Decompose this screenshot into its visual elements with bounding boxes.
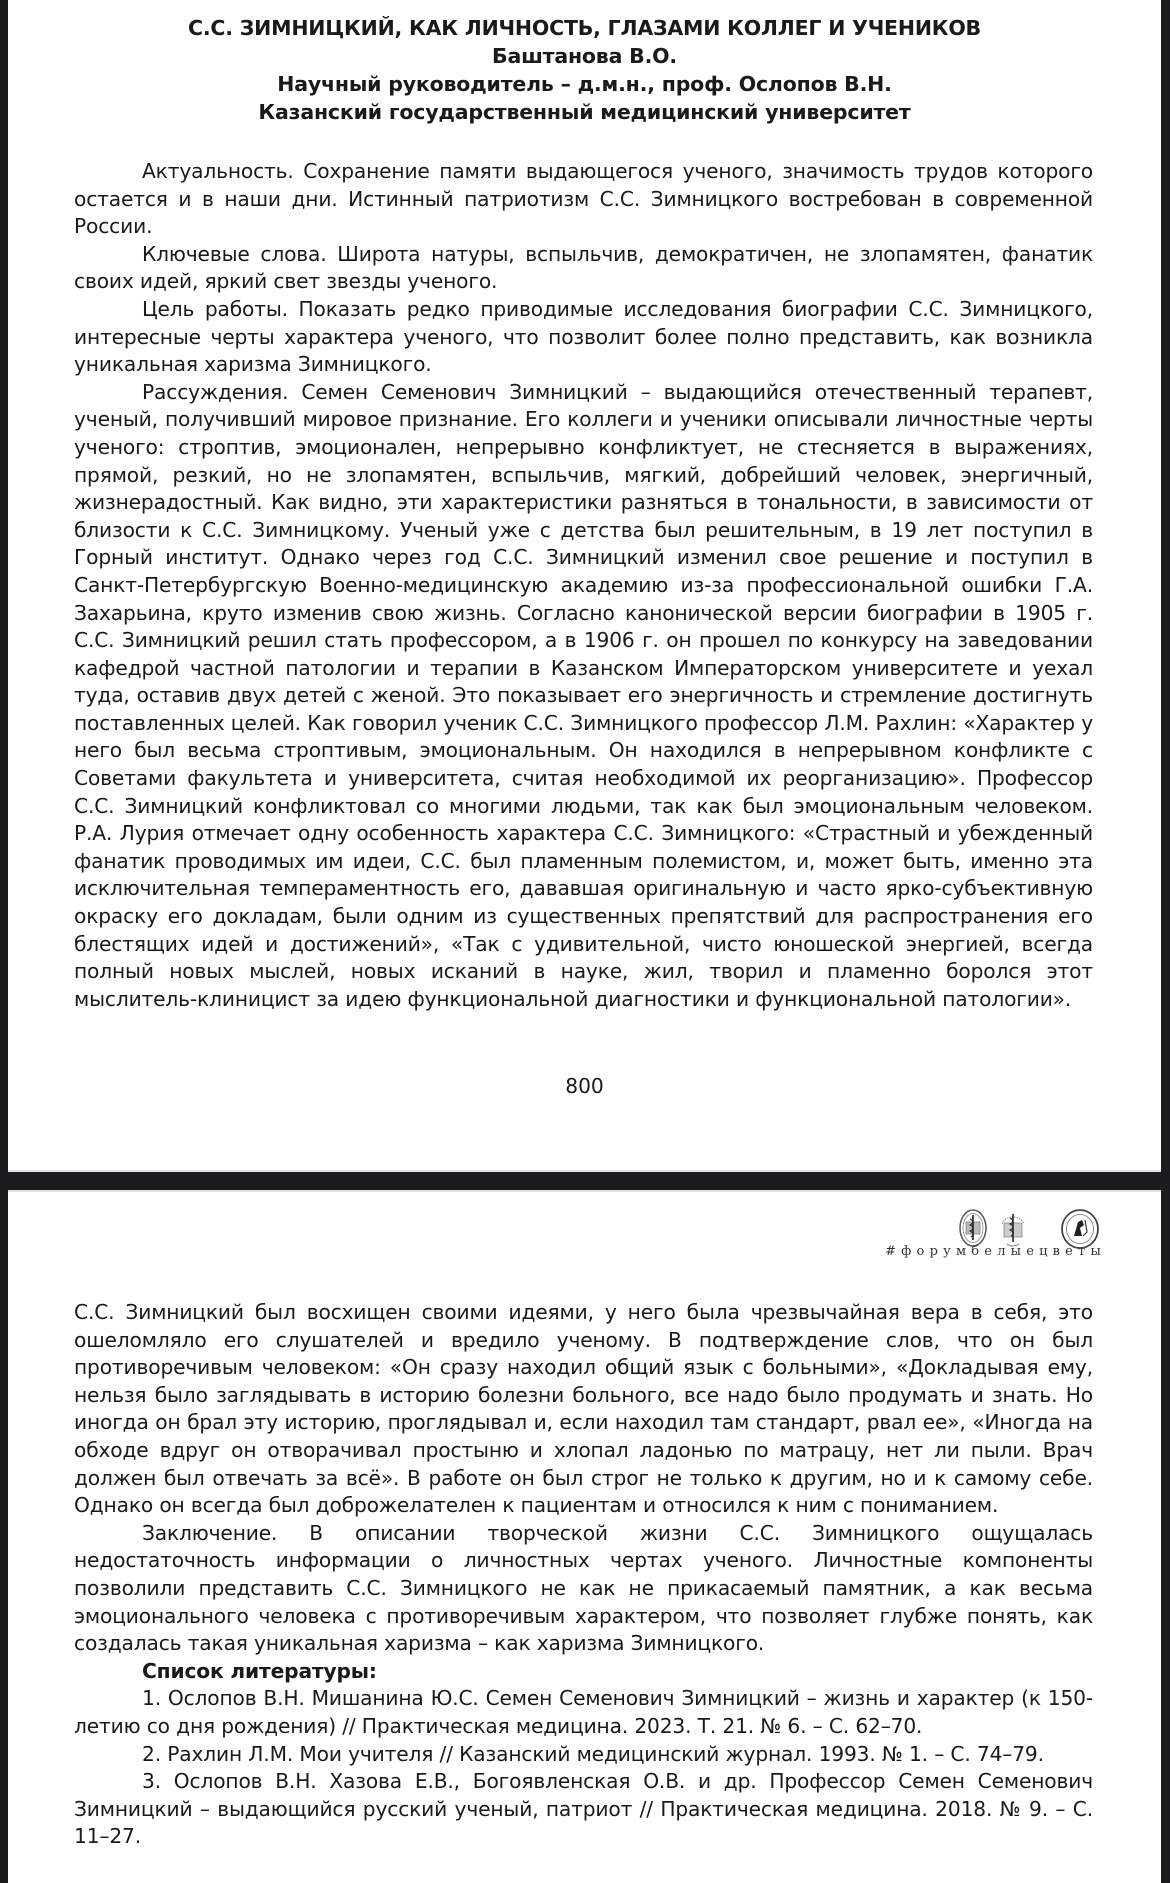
title-block	[8, 14, 1161, 126]
references-heading: Список литературы:	[142, 1658, 377, 1683]
paragraph-relevance: Актуальность. Сохранение памяти выдающегося ученого, значимость трудов которого остается и в наши дни. Истинный патриотизм С.С. Зимницкого востребован в современной России.	[74, 159, 1093, 239]
paragraph-discussion: Рассуждения. Семен Семенович Зимницкий – выдающийся отечественный терапевт, ученый, получивший мировое признание. Его коллеги и ученики описывали личностные черты ученого: строптив, эмоционален, непрерывно конфликтует, не стесняется в выражениях, прямой, резкий, но не злопамятен, вспыльчив, мягкий, добрейший человек, энергичный, жизнерадостный. Как видно, эти характеристики разняться в тональности, в зависимости от близости к С.С. Зимницкому. Ученый уже с детства был решительным, в 19 лет поступил в Горный институт. Однако через год С.С. Зимницкий изменил свое решение и поступил в Санкт-Петербургскую Военно-медицинскую академию из-за профессиональной ошибки Г.А. Захарьина, круто изменив свою жизнь. Согласно канонической версии биографии в 1905 г. С.С. Зимницкий решил стать профессором, а в 1906 г. он прошел по конкурсу на заведовании кафедрой частной патологии и терапии в Казанском Императорском университете и уехал туда, оставив двух детей с женой. Это показывает его энергичность и стремление достигнуть поставленных целей. Как говорил ученик С.С. Зимницкого профессор Л.М. Рахлин: «Характер у него был весьма строптивым, эмоциональным. Он находился в непрерывном конфликте с Советами факультета и университета, считая необходимой их реорганизацию». Профессор С.С. Зимницкий конфликтовал со многими людьми, так как был эмоциональным человеком. Р.А. Лурия отмечает одну особенность характера С.С. Зимницкого: «Страстный и убежденный фанатик проводимых им идеи, С.С. был пламенным полемистом, и, может быть, именно эта исключительная темпераментность его, дававшая оригинальную и часто ярко-субъективную окраску его докладам, были одним из существенных препятствий для распространения его блестящих идей и достижений», «Так с удивительной, чисто юношеской энергией, всегда полный новых мыслей, новых исканий в науке, жил, творил и пламенно боролся этот мыслитель-клиницист за идею функциональной диагностики и функциональной патологии».	[74, 379, 1093, 1011]
supervisor-line: Научный руководитель – д.м.н., проф. Ослопов В.Н.	[277, 72, 892, 96]
page-1-body	[74, 158, 1093, 1013]
paragraph-continuation: С.С. Зимницкий был восхищен своими идеями, у него была чрезвычайная вера в себя, это ошеломляло его слушателей и вредило ученому. В подтверждение слов, что он был противоречивым человеком: «Он сразу находил общий язык с больными», «Докладывая ему, нельзя было заглядывать в историю болезни больного, все надо было продумать и знать. Но иногда он брал эту историю, проглядывал и, если находил там стандарт, рвал ее», «Иногда на обходе вдруг он отворачивал простыню и хлопал ладонью по матрацу, нет ли пыли. Врач должен был отвечать за всё». В работе он был строг не только к другим, но и к самому себе. Однако он всегда был доброжелателен к пациентам и относился к ним с пониманием.	[74, 1300, 1093, 1518]
reference-item: 2. Рахлин Л.М. Мои учителя // Казанский медицинский журнал. 1993. № 1. – С. 74–79.	[142, 1741, 1044, 1766]
paragraph-keywords: Ключевые слова. Широта натуры, вспыльчив, демократичен, не злопамятен, фанатик своих идей, яркий свет звезды ученого.	[74, 241, 1093, 294]
article-title: С.С. ЗИМНИЦКИЙ, КАК ЛИЧНОСТЬ, ГЛАЗАМИ КОЛЛЕГ И УЧЕНИКОВ	[188, 16, 981, 40]
page-2-body	[74, 1299, 1093, 1851]
document-page-1	[8, 0, 1161, 1172]
affiliation-line: Казанский государственный медицинский университет	[258, 100, 911, 124]
reference-item: 1. Ослопов В.Н. Мишанина Ю.С. Семен Семенович Зимницкий – жизнь и характер (к 150-летию со дня рождения) // Практическая медицина. 2023. Т. 21. № 6. – С. 62–70.	[74, 1686, 1093, 1738]
author-name: Баштанова В.О.	[492, 44, 677, 68]
reference-item: 3. Ослопов В.Н. Хазова Е.В., Богоявленская О.В. и др. Профессор Семен Семенович Зимницкий – выдающийся русский ученый, патриот // Практическая медицина. 2018. № 9. – С. 11–27.	[74, 1769, 1093, 1849]
paragraph-goal: Цель работы. Показать редко приводимые исследования биографии С.С. Зимницкого, интересные черты характера ученого, что позволит более полно представить, как возникла уникальная харизма Зимницкого.	[74, 296, 1093, 377]
page-number: 800	[565, 1074, 604, 1098]
forum-hashtag: #форумбелыецветы	[885, 1244, 1106, 1259]
document-page-2	[8, 1190, 1161, 1883]
seal-1-icon	[958, 1208, 988, 1248]
paragraph-conclusion: Заключение. В описании творческой жизни С.С. Зимницкого ощущалась недостаточность информации о личностных чертах ученого. Личностные компоненты позволили представить С.С. Зимницкого не как не прикасаемый памятник, а как весьма эмоционального человека с противоречивым характером, что позволяет глубже понять, как создалась такая уникальная харизма – как харизма Зимницкого.	[74, 1520, 1093, 1656]
